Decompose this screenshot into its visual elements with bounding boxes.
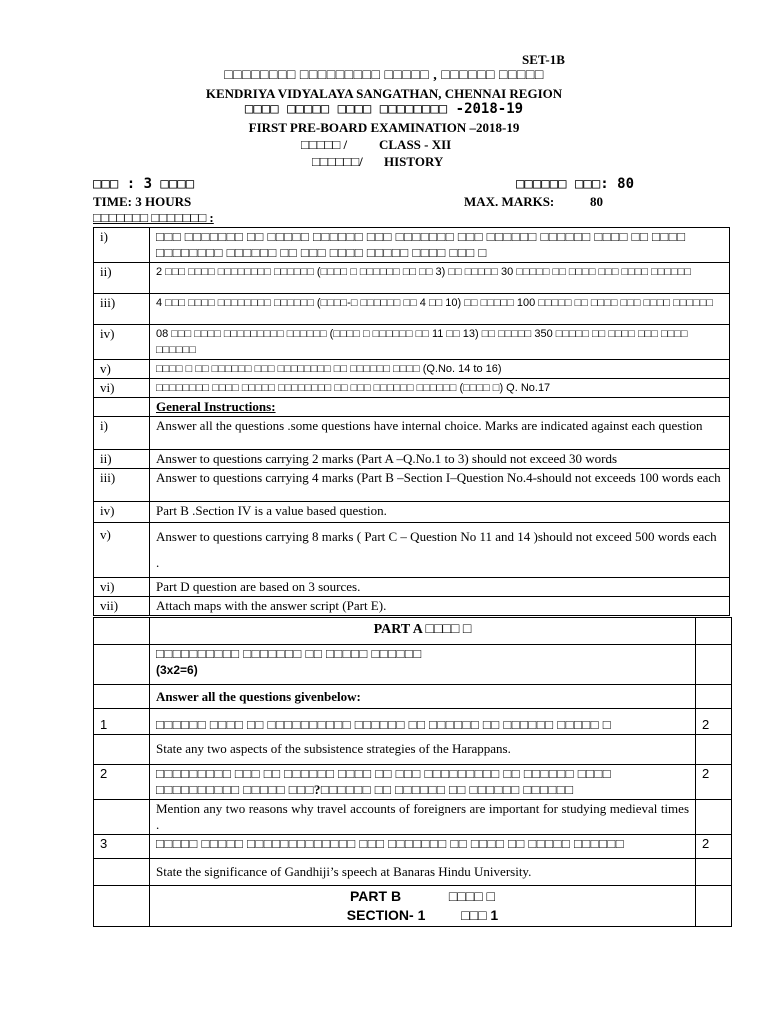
table-row [94, 886, 732, 927]
table-row [94, 294, 730, 325]
question-marks: 2 [696, 835, 732, 859]
row-number: vi) [94, 578, 150, 597]
table-row [94, 685, 732, 709]
table-row [94, 765, 732, 800]
subject-hindi: □□□□□□/ [312, 154, 363, 169]
section-1-heading: SECTION- 1 [346, 907, 426, 923]
instruction-text: Answer all the questions .some questions have internal choice. Marks are indicated against each question [150, 417, 730, 450]
class-english: CLASS - XII [379, 137, 452, 152]
question-number: 2 [94, 765, 150, 800]
part-a-heading: PART A □□□□ □ [150, 618, 696, 645]
row-number: iii) [94, 469, 150, 502]
instruction-text: Answer to questions carrying 8 marks ( Part C – Question No 11 and 14 )should not exceed 500 words each . [150, 523, 730, 578]
table-row [94, 578, 730, 597]
instruction-text-hindi: 08 □□□ □□□□ □□□□□□□□□ □□□□□□ (□□□□ □ □□□□□□ □□ 11 □□ 13) □□ □□□□□ 350 □□□□□ □□ □□□□ □□□ □□□□ □□□□□□ [150, 325, 730, 360]
question-number: 1 [94, 709, 150, 735]
table-row [94, 645, 732, 685]
row-number: iii) [94, 294, 150, 325]
question-marks: 2 [696, 709, 732, 735]
exam-title-hindi: □□□□ □□□□□ □□□□ □□□□□□□□ -2018-19 [244, 101, 524, 117]
max-marks-label: MAX. MARKS: [464, 194, 555, 209]
table-row [94, 263, 730, 294]
table-row [94, 859, 732, 886]
part-a-marks-scheme: (3x2=6) [156, 663, 198, 677]
instructions-hindi-heading: □□□□□□□ □□□□□□□ : [93, 210, 214, 225]
instruction-text: Answer to questions carrying 2 marks (Part A –Q.No.1 to 3) should not exceed 30 words [150, 450, 730, 469]
table-row [94, 469, 730, 502]
table-row [94, 228, 730, 263]
row-number: vi) [94, 379, 150, 398]
org-name-english: KENDRIYA VIDYALAYA SANGATHAN, CHENNAI REGION [205, 86, 563, 101]
table-row [94, 800, 732, 835]
instructions-table [93, 227, 730, 616]
question-text: State any two aspects of the subsistence strategies of the Harappans. [150, 735, 696, 765]
table-row [94, 597, 730, 616]
time-english: TIME: 3 HOURS [93, 194, 192, 209]
instruction-text-hindi: □□□ □□□□□□□ □□ □□□□□ □□□□□□ □□□ □□□□□□□ □□□ □□□□□□ □□□□□□ □□□□ □□ □□□□ □□□□□□□□ □□□□□□ □□ □□□ □□□□ □□□□□ □□□□ □□□ □ [150, 228, 730, 263]
table-row [94, 709, 732, 735]
table-row [94, 523, 730, 578]
instruction-text-hindi: □□□□□□□□ □□□□ □□□□□ □□□□□□□□ □□ □□□ □□□□□□ □□□□□□ (□□□□ □) Q. No.17 [150, 379, 730, 398]
row-number: v) [94, 523, 150, 578]
row-number: v) [94, 360, 150, 379]
question-text: State the significance of Gandhiji’s speech at Banaras Hindu University. [150, 859, 696, 886]
question-marks: 2 [696, 765, 732, 800]
set-code: SET-1B [522, 52, 565, 67]
instruction-text: Attach maps with the answer script (Part E). [150, 597, 730, 616]
general-instructions-heading: General Instructions: [150, 398, 730, 417]
instruction-text-hindi: 2 □□□ □□□□ □□□□□□□□ □□□□□□ (□□□□ □ □□□□□□ □□ □□ 3) □□ □□□□□ 30 □□□□□ □□ □□□□ □□□ □□□□ □□□□□□ [150, 263, 730, 294]
row-number: i) [94, 417, 150, 450]
exam-title-english: FIRST PRE-BOARD EXAMINATION –2018-19 [248, 120, 520, 135]
table-row [94, 835, 732, 859]
question-text-hindi: □□□□□□ □□□□ □□ □□□□□□□□□□ □□□□□□ □□ □□□□□□ □□ □□□□□□ □□□□□ □ [150, 709, 696, 735]
question-text-hindi: □□□□□ □□□□□ □□□□□□□□□□□□□ □□□ □□□□□□□ □□ □□□□ □□ □□□□□ □□□□□□ [150, 835, 696, 859]
row-number: vii) [94, 597, 150, 616]
max-marks-hindi: □□□□□□ □□□: 80 [516, 176, 635, 192]
row-number: i) [94, 228, 150, 263]
instruction-text-hindi: 4 □□□ □□□□ □□□□□□□□ □□□□□□ (□□□□-□ □□□□□□ □□ 4 □□ 10) □□ □□□□□ 100 □□□□□ □□ □□□□ □□□ □□□□ □□□□□□ [150, 294, 730, 325]
instruction-text: Part B .Section IV is a value based question. [150, 502, 730, 523]
part-a-subheading-hindi: □□□□□□□□□□ □□□□□□□ □□ □□□□□ □□□□□□ [156, 646, 422, 661]
table-row [94, 450, 730, 469]
row-number: iv) [94, 502, 150, 523]
table-row [94, 735, 732, 765]
question-number: 3 [94, 835, 150, 859]
row-number: iv) [94, 325, 150, 360]
table-row [94, 502, 730, 523]
table-row [94, 618, 732, 645]
part-b-heading: PART B [349, 888, 402, 904]
table-row [94, 360, 730, 379]
question-text-hindi: □□□□□□□□□ □□□ □□ □□□□□□ □□□□ □□ □□□ □□□□□□□□□ □□ □□□□□□ □□□□ □□□□□□□□□□ □□□□□ □□□?□□□□□□ □□ □□□□□□ □□ □□□□□□ □□□□□□ [150, 765, 696, 800]
question-text: Mention any two reasons why travel accounts of foreigners are important for studying medieval times . [150, 800, 696, 835]
org-name-hindi: □□□□□□□□ □□□□□□□□□ □□□□□ , □□□□□□ □□□□□ [224, 68, 544, 83]
part-a-instruction: Answer all the questions givenbelow: [150, 685, 696, 709]
max-marks-value: 80 [590, 194, 603, 209]
table-row [94, 398, 730, 417]
subject-english: HISTORY [384, 154, 444, 169]
table-row [94, 417, 730, 450]
time-hindi: □□□ : 3 □□□□ [93, 176, 195, 192]
instruction-text-hindi: □□□□ □ □□ □□□□□□ □□□ □□□□□□□□ □□ □□□□□□ □□□□ (Q.No. 14 to 16) [150, 360, 730, 379]
row-number: ii) [94, 263, 150, 294]
class-hindi: □□□□□ / [301, 137, 348, 152]
instruction-text: Part D question are based on 3 sources. [150, 578, 730, 597]
questions-table [93, 617, 732, 927]
row-number: ii) [94, 450, 150, 469]
part-b-heading-hindi: □□□□ □ [448, 888, 496, 904]
instruction-text: Answer to questions carrying 4 marks (Part B –Section I–Question No.4-should not exceeds 100 words each [150, 469, 730, 502]
table-row [94, 379, 730, 398]
table-row [94, 325, 730, 360]
section-1-heading-hindi: □□□ 1 [461, 907, 499, 923]
